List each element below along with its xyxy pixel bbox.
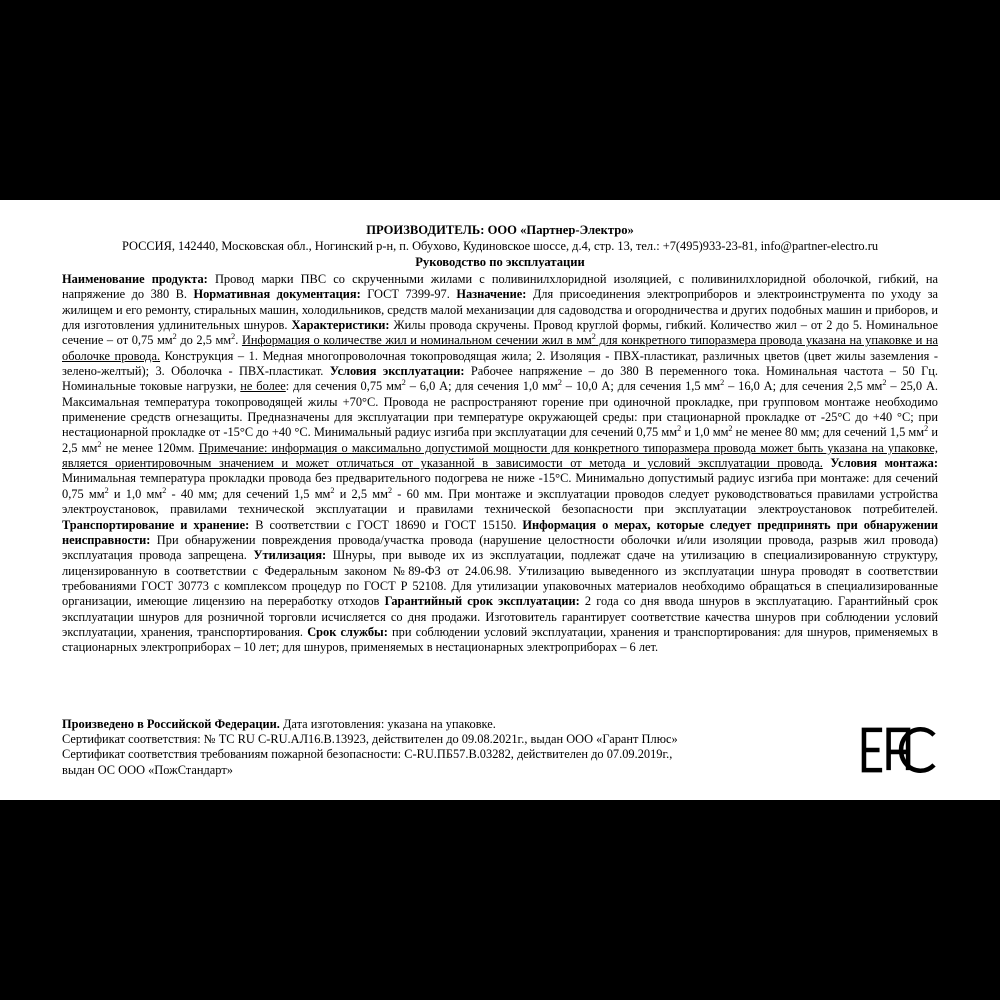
manual-heading: Руководство по эксплуатации — [415, 255, 585, 269]
document-footer — [62, 717, 852, 778]
manufacturer-address: РОССИЯ, 142440, Московская обл., Ногинский р-н, п. Обухово, Кудиновское шоссе, д.4, стр. 13, тел.: +7(495)933-23-81, info@partner-electro.ru — [121, 239, 879, 253]
produced-value: Дата изготовления: указана на упаковке. — [279, 716, 496, 731]
certificate-conformity: Сертификат соответствия: № ТС RU C-RU.АЛ16.В.13923, действителен до 09.08.2021г., выдан ООО «Гарант Плюс» — [62, 731, 678, 746]
main-body-text: Наименование продукта: Провод марки ПВС со скрученными жилами с поливинилхлоридной изоляцией, с поливинилхлоридной оболочкой, гибкий, на напряжение до 380 В. Нормативная документация: ГОСТ 7399-97. Назначение: Для присоединения электроприборов и электроинструмента по уходу за жилищем и его ремонту, стиральных машин, холодильников, средств малой механизации для садоводства и огородничества и других подобных машин и приборов, и для изготовления удлинительных шнуров. Характеристики: Жилы провода скручены. Провод круглой формы, гибкий. Количество жил – от 2 до 5. Номинальное сечение – от 0,75 $мм^2$ до 2,5 $мм^2$. Информация о количестве жил и номинальном сечении жил в $мм^2$ для конкретного типоразмера провода указана на упаковке и на оболочке провода. Конструкция – 1. Медная многопроволочная токопроводящая жила; 2. Изоляция - ПВХ-пластикат, различных цветов (цвет жилы заземления - зелено-желтый); 3. Оболочка - ПВХ-пластикат. Условия эксплуатации: Рабочее напряжение – до 380 В переменного тока. Номинальная частота – 50 Гц. Номинальные токовые нагрузки, не более: для сечения 0,75 $мм^2 - 6,0$ А; для сечения 1,0 $мм^2 - 10,0$ А; для сечения 1,5 $мм^2 - 16,0$ А; для сечения 2,5 $мм^2 - 25,0$ А. Максимальная температура токопроводящей жилы +70°С. Провода не распространяют горение при одиночной прокладке, при групповом монтаже необходимо применение средств огнезащиты. Предназначены для эксплуатации при температуре окружающей среды: при стационарной прокладке от -25°С до +40 °С; при нестационарной прокладке от -15°С до +40 °С. Минимальный радиус изгиба при эксплуатации для сечений 0,75 $мм^2$ и 1,0 $мм^2$ не менее 80 мм; для сечений 1,5 $мм^2$ и 2,5 $мм^2$ не менее 120мм. Примечание: информация о максимально допустимой мощности для конкретного типоразмера провода может быть указана на упаковке, является ориентировочным значением и может отличаться от указанной в зависимости от метода и условий эксплуатации провода. Условия монтажа: Минимальная температура прокладки провода без предварительного подогрева не ниже -15°С. Минимально допустимый радиус изгиба при монтаже: для сечений 0,75 $мм^2$ и 1,0 $мм^2 - 40$ мм; для сечений 1,5 $мм^2$ и 2,5 $мм^2 - 60$ мм. При монтаже и эксплуатации проводов следует руководствоваться правилами устройства электроустановок, правилами технической эксплуатации и правилами технической безопасности при эксплуатации электроустановок потребителей. Транспортирование и хранение: В соответствии с ГОСТ 18690 и ГОСТ 15150. Информация о мерах, которые следует предпринять при обнаружении неисправности: При обнаружении повреждения провода/участка провода (нарушение целостности оболочки и/или изоляции провода, разрыв жил провода) эксплуатация провода запрещена. Утилизация: Шнуры, при выводе их из эксплуатации, подлежат сдаче на утилизацию в специализированную структуру, лицензированную в соответствии с Федеральным законом №89-ФЗ от 24.06.98. Утилизацию выведенного из эксплуатации шнура проводят в соответствии требованиями ГОСТ 30773 с комплексом процедур по ГОСТ Р 52108. Для утилизации упаковочных материалов необходимо обращаться в специализированные организации, имеющие лицензию на переработку отходов Гарантийный срок эксплуатации: 2 года со дня ввода шнуров в эксплуатацию. Гарантийный срок эксплуатации шнуров для розничной торговли исчисляется со дня продажи. Изготовитель гарантирует соответствие качества шнуров при соблюдении условий эксплуатации, хранения, транспортирования. Срок службы: при соблюдении условий эксплуатации, хранения и транспортирования: для шнуров, применяемых в стационарных электроприборах – 10 лет; для шнуров, применяемых в нестационарных электроприборах – 6 лет. — [62, 272, 939, 655]
certificate-fire-safety: Сертификат соответствия требованиям пожарной безопасности: C-RU.ПБ57.В.03282, действителен до 07.09.2019г., — [62, 747, 673, 762]
eac-mark — [860, 726, 938, 774]
document-sheet — [62, 222, 938, 778]
produced-line — [62, 717, 852, 732]
document-page — [0, 200, 1000, 800]
eac-icon — [860, 726, 938, 774]
certificate-fire-safety-issuer: выдан ОС ООО «ПожСтандарт» — [62, 762, 233, 777]
produced-label: Произведено в Российской Федерации. — [62, 716, 280, 731]
manufacturer-heading: ПРОИЗВОДИТЕЛЬ: ООО «Партнер-Электро» — [366, 223, 634, 237]
